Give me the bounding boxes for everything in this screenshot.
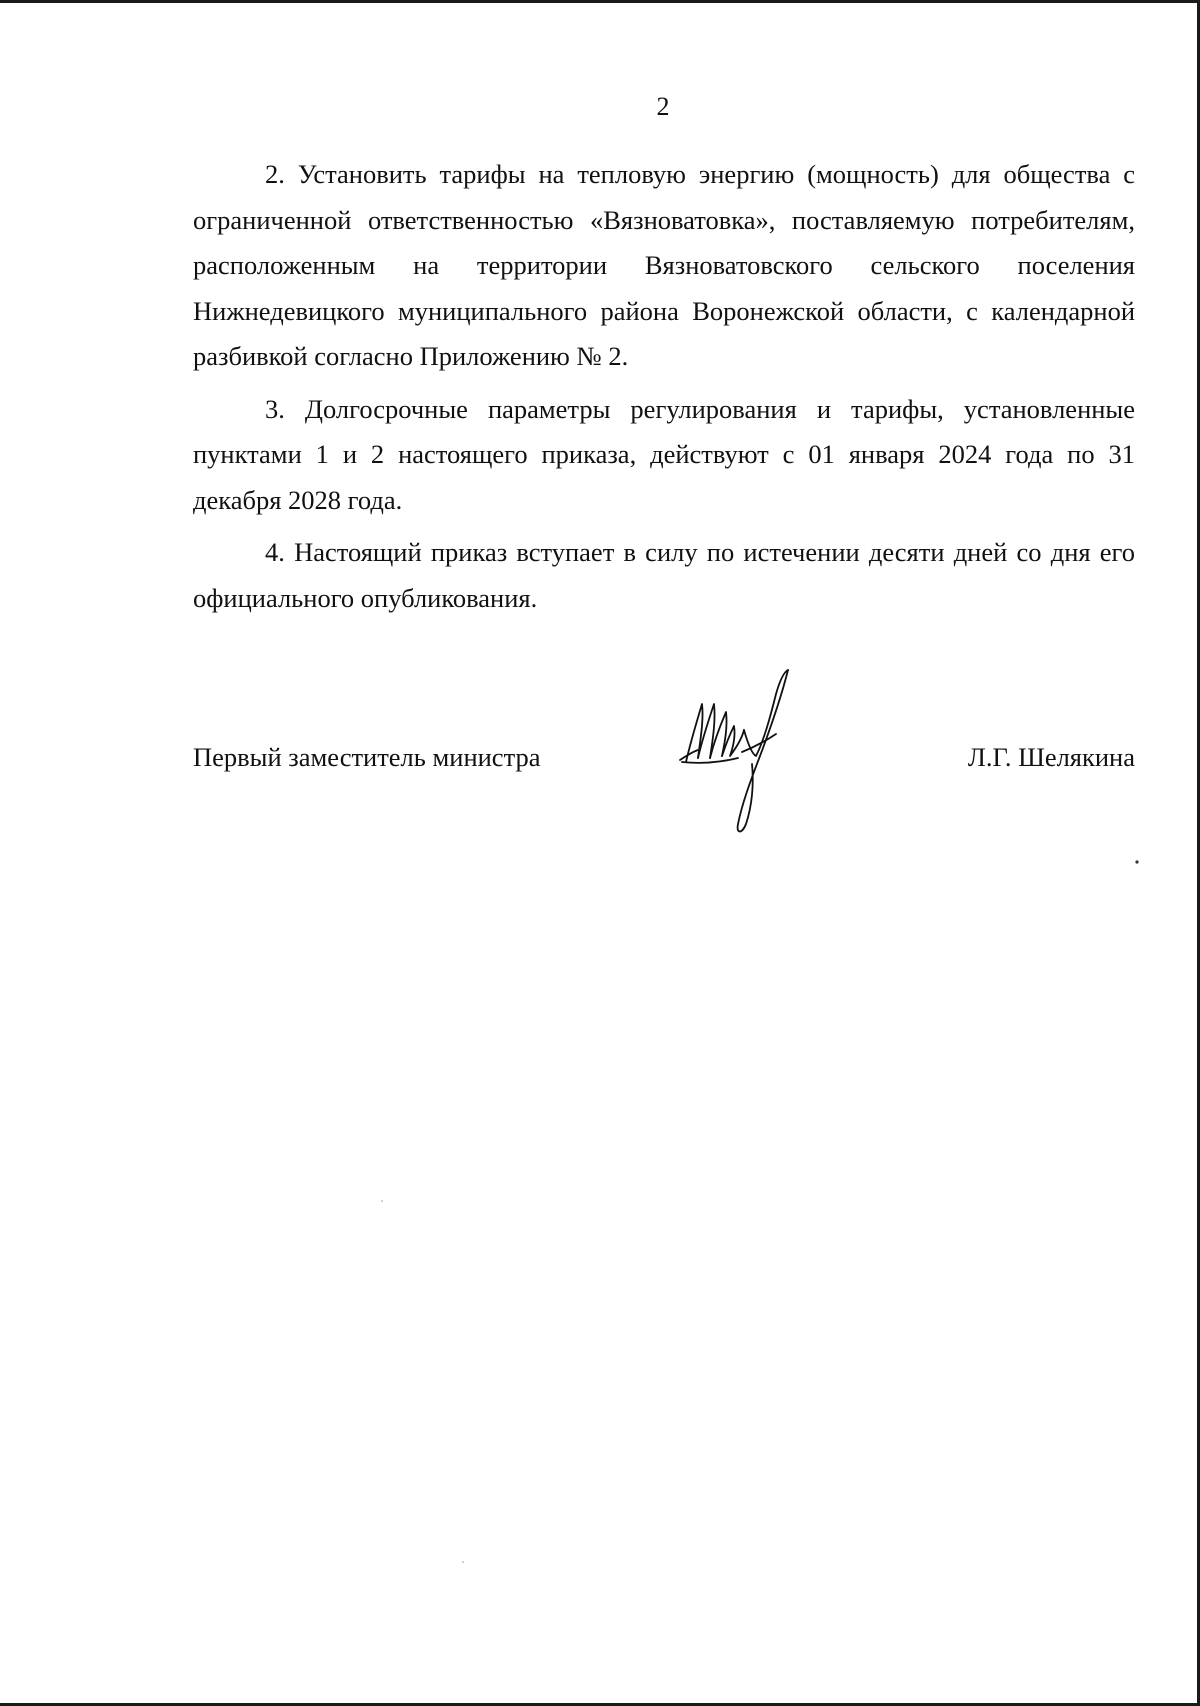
handwritten-signature xyxy=(672,664,832,836)
paragraph-2: 2. Установить тарифы на тепловую энергию (мощность) для общества с ограниченной ответственностью «Вязноватовка», поставляемую потребителям, расположенным на территории Вязноватовского сельского поселения Нижнедевицкого муниципального района Воронежской области, с календарной разбивкой согласно Приложению № 2. xyxy=(193,159,1135,371)
paragraph-4: 4. Настоящий приказ вступает в силу по истечении десяти дней со дня его официального опубликования. xyxy=(193,537,1135,613)
page-number: 2 xyxy=(656,92,670,121)
paragraph-3: 3. Долгосрочные параметры регулирования и тарифы, установленные пунктами 1 и 2 настоящего приказа, действуют с 01 января 2024 года по 31 декабря 2028 года. xyxy=(193,393,1135,515)
document-body xyxy=(193,152,1135,621)
signatory-position: Первый заместитель министра xyxy=(193,742,541,772)
signatory-name: Л.Г. Шелякина xyxy=(967,742,1135,772)
signature-block xyxy=(193,737,1135,777)
scan-edge-top xyxy=(0,0,1200,3)
